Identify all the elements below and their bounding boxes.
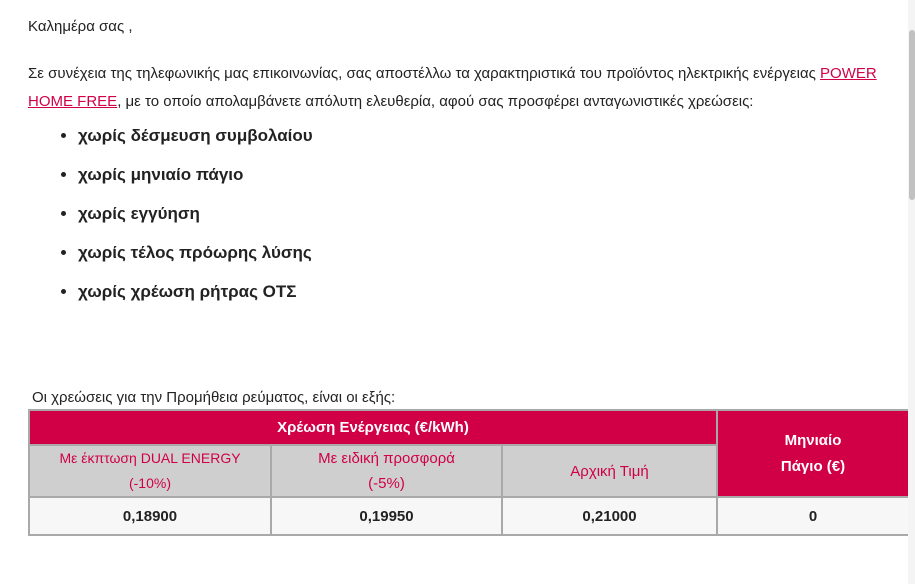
dual-energy-value: 0,18900 xyxy=(29,497,271,535)
energy-charge-header: Χρέωση Ενέργειας (€/kWh) xyxy=(29,410,717,445)
table-caption: Οι χρεώσεις για την Προμήθεια ρεύματος, είναι οι εξής: xyxy=(32,389,396,406)
monthly-fee-header-line2: Πάγιο (€) xyxy=(780,457,846,475)
intro-text-end: , με το οποίο απολαμβάνετε απόλυτη ελευθερία, αφού σας προσφέρει ανταγωνιστικές χρεώσεις: xyxy=(117,93,754,110)
monthly-fee-value: 0 xyxy=(717,497,909,535)
product-link[interactable]: POWER HOME FREE xyxy=(28,65,877,110)
pricing-table xyxy=(28,409,910,536)
special-offer-value: 0,19950 xyxy=(271,497,502,535)
intro-text-start: Σε συνέχεια της τηλεφωνικής μας επικοινωνίας, σας αποστέλλω τα χαρακτηριστικά του προϊόντος ηλεκτρικής ενέργειας xyxy=(28,65,821,82)
dual-energy-discount: (-10%) xyxy=(128,475,171,491)
intro-paragraph xyxy=(28,60,893,116)
scrollbar-thumb[interactable] xyxy=(909,30,915,200)
initial-price-value: 0,21000 xyxy=(502,497,717,535)
feature-item: • χωρίς χρέωση ρήτρας ΟΤΣ xyxy=(78,279,313,318)
feature-item: • χωρίς μηνιαίο πάγιο xyxy=(78,162,313,201)
greeting-text: Καλημέρα σας , xyxy=(28,18,133,35)
feature-item: • χωρίς τέλος πρόωρης λύσης xyxy=(78,240,313,279)
special-offer-column-header xyxy=(271,445,502,497)
initial-price-column-header: Αρχική Τιμή xyxy=(502,445,717,497)
feature-item: • χωρίς εγγύηση xyxy=(78,201,313,240)
feature-list xyxy=(58,123,313,318)
feature-item: • χωρίς δέσμευση συμβολαίου xyxy=(78,123,313,162)
dual-energy-label: Με έκπτωση DUAL ENERGY xyxy=(59,450,241,466)
special-offer-discount: (-5%) xyxy=(368,475,405,492)
monthly-fee-header xyxy=(717,410,909,497)
special-offer-label: Με ειδική προσφορά xyxy=(318,450,455,467)
dual-energy-column-header xyxy=(29,445,271,497)
monthly-fee-header-line1: Μηνιαίο xyxy=(784,431,842,449)
